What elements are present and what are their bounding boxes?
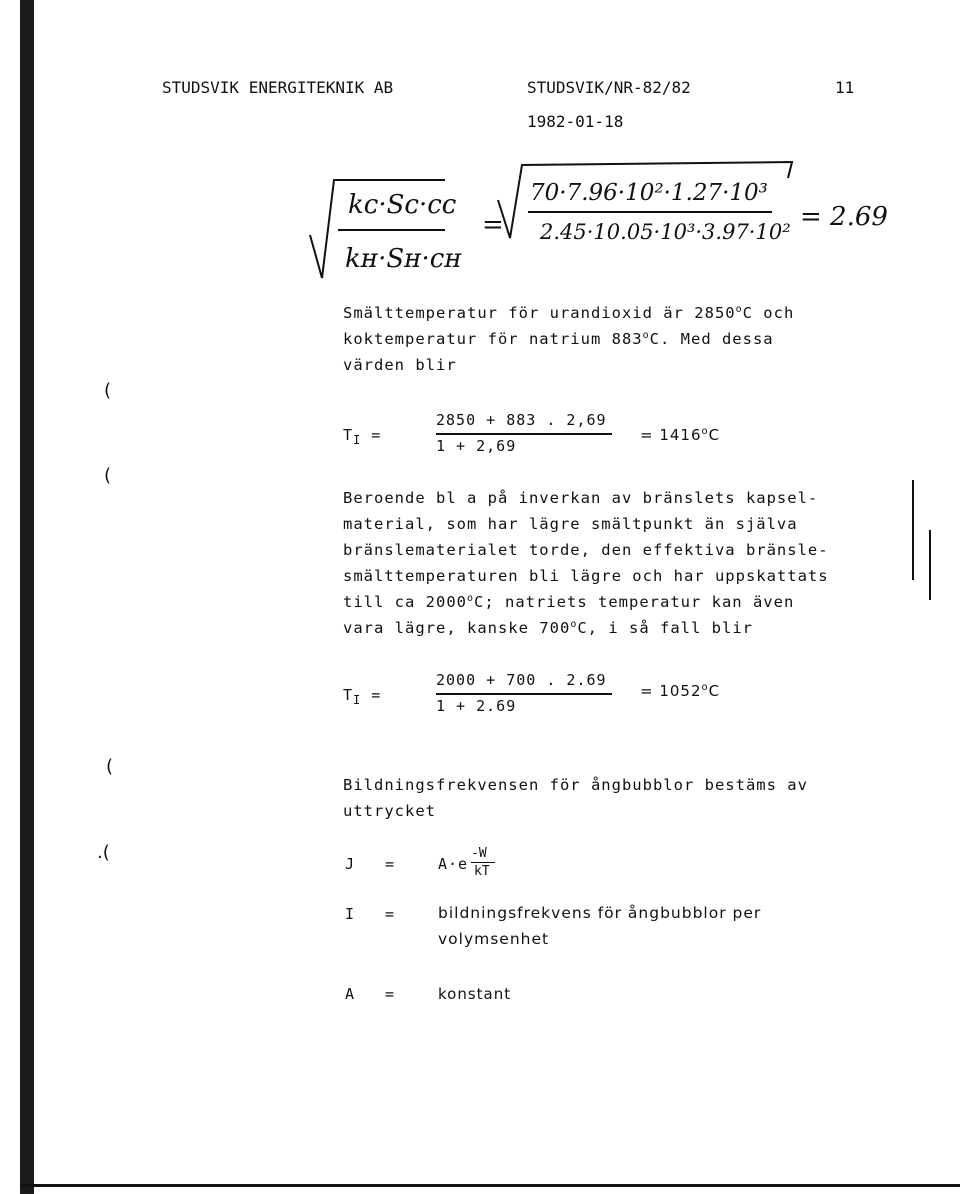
p1-line2-b: C. Med dessa xyxy=(649,330,774,348)
handwritten-equals: = xyxy=(482,210,504,240)
margin-bar xyxy=(929,530,931,600)
formula2-denominator: 1 + 2.69 xyxy=(436,697,517,715)
margin-mark: ( xyxy=(104,380,112,401)
formula1-result: = $1416^oC$ xyxy=(640,426,721,444)
p2-line6-b: C, i så fall blir xyxy=(577,619,753,637)
def-a-symbol: A xyxy=(345,985,356,1003)
def-j-symbol: J xyxy=(345,855,356,873)
degree-mark: o xyxy=(642,329,650,341)
rhs-numerator: 70·7.96·10²·1.27·10³ xyxy=(530,180,768,206)
def-a-equals: = xyxy=(385,985,396,1003)
paragraph-1 xyxy=(343,300,794,378)
p3-line1: Bildningsfrekvensen för ångbubblor bestäms av xyxy=(343,776,808,794)
p2-line2: material, som har lägre smältpunkt än själva xyxy=(343,515,798,533)
binding-edge xyxy=(20,0,34,1194)
lhs-denominator: kʜ·Sʜ·cʜ xyxy=(345,244,462,274)
def-j-expression: A·e xyxy=(438,855,469,873)
def-j-exp-denominator: kT xyxy=(474,864,490,879)
report-number: STUDSVIK/NR-82/82 xyxy=(527,78,691,97)
margin-mark: ( xyxy=(106,756,114,777)
rhs-denominator: 2.45·10.05·10³·3.97·10² xyxy=(540,220,791,244)
formula2-fraction-bar xyxy=(436,693,612,695)
p1-line1-b: C och xyxy=(742,304,795,322)
p3-line2: uttrycket xyxy=(343,802,436,820)
formula2-numerator: 2000 + 700 . 2.69 xyxy=(436,671,607,689)
paragraph-2 xyxy=(343,485,829,641)
p2-line5-b: C; natriets temperatur kan även xyxy=(474,593,795,611)
def-a-value: konstant xyxy=(438,985,512,1003)
p2-line1: Beroende bl a på inverkan av bränslets kapsel- xyxy=(343,489,819,507)
bottom-rule xyxy=(20,1184,960,1187)
p2-line6-a: vara lägre, kanske 700 xyxy=(343,619,571,637)
def-i-equals: = xyxy=(385,905,396,923)
formula1-numerator: 2850 + 883 . 2,69 xyxy=(436,411,607,429)
def-i-line1: bildningsfrekvens för ångbubblor per xyxy=(438,904,762,922)
margin-mark: ( xyxy=(104,465,112,486)
def-i-symbol: I xyxy=(345,905,356,923)
formula2-result: = $1052^oC$ xyxy=(640,682,721,700)
p2-line5-a: till ca 2000 xyxy=(343,593,467,611)
report-date: 1982-01-18 xyxy=(527,112,624,131)
formula1-denominator: 1 + 2,69 xyxy=(436,437,517,455)
formula1-fraction-bar xyxy=(436,433,612,435)
handwritten-result: = 2.69 xyxy=(800,202,888,232)
def-j-equals: = xyxy=(385,855,396,873)
def-j-exp-numerator: -W xyxy=(471,846,487,861)
degree-mark: o xyxy=(570,618,578,630)
p1-line1-a: Smälttemperatur för urandioxid är 2850 xyxy=(343,304,736,322)
def-i-line2: volymsenhet xyxy=(438,930,550,948)
formula1-lhs: $T_I$ = xyxy=(343,426,382,447)
p2-line3: bränslematerialet torde, den effektiva bränsle- xyxy=(343,541,829,559)
formula2-lhs: $T_I$ = xyxy=(343,686,382,707)
margin-bar xyxy=(912,480,914,580)
def-i-value xyxy=(438,900,761,952)
paragraph-3 xyxy=(343,772,808,824)
p2-line4: smälttemperaturen bli lägre och har uppskattats xyxy=(343,567,829,585)
margin-mark: .( xyxy=(97,842,110,863)
page-number: 11 xyxy=(835,78,855,97)
lhs-numerator: kᴄ·Sᴄ·cᴄ xyxy=(348,190,457,220)
company-name: STUDSVIK ENERGITEKNIK AB xyxy=(162,78,394,97)
degree-mark: o xyxy=(735,303,743,315)
p1-line3: värden blir xyxy=(343,356,457,374)
degree-mark: o xyxy=(466,592,475,604)
p1-line2-a: koktemperatur för natrium 883 xyxy=(343,330,643,348)
